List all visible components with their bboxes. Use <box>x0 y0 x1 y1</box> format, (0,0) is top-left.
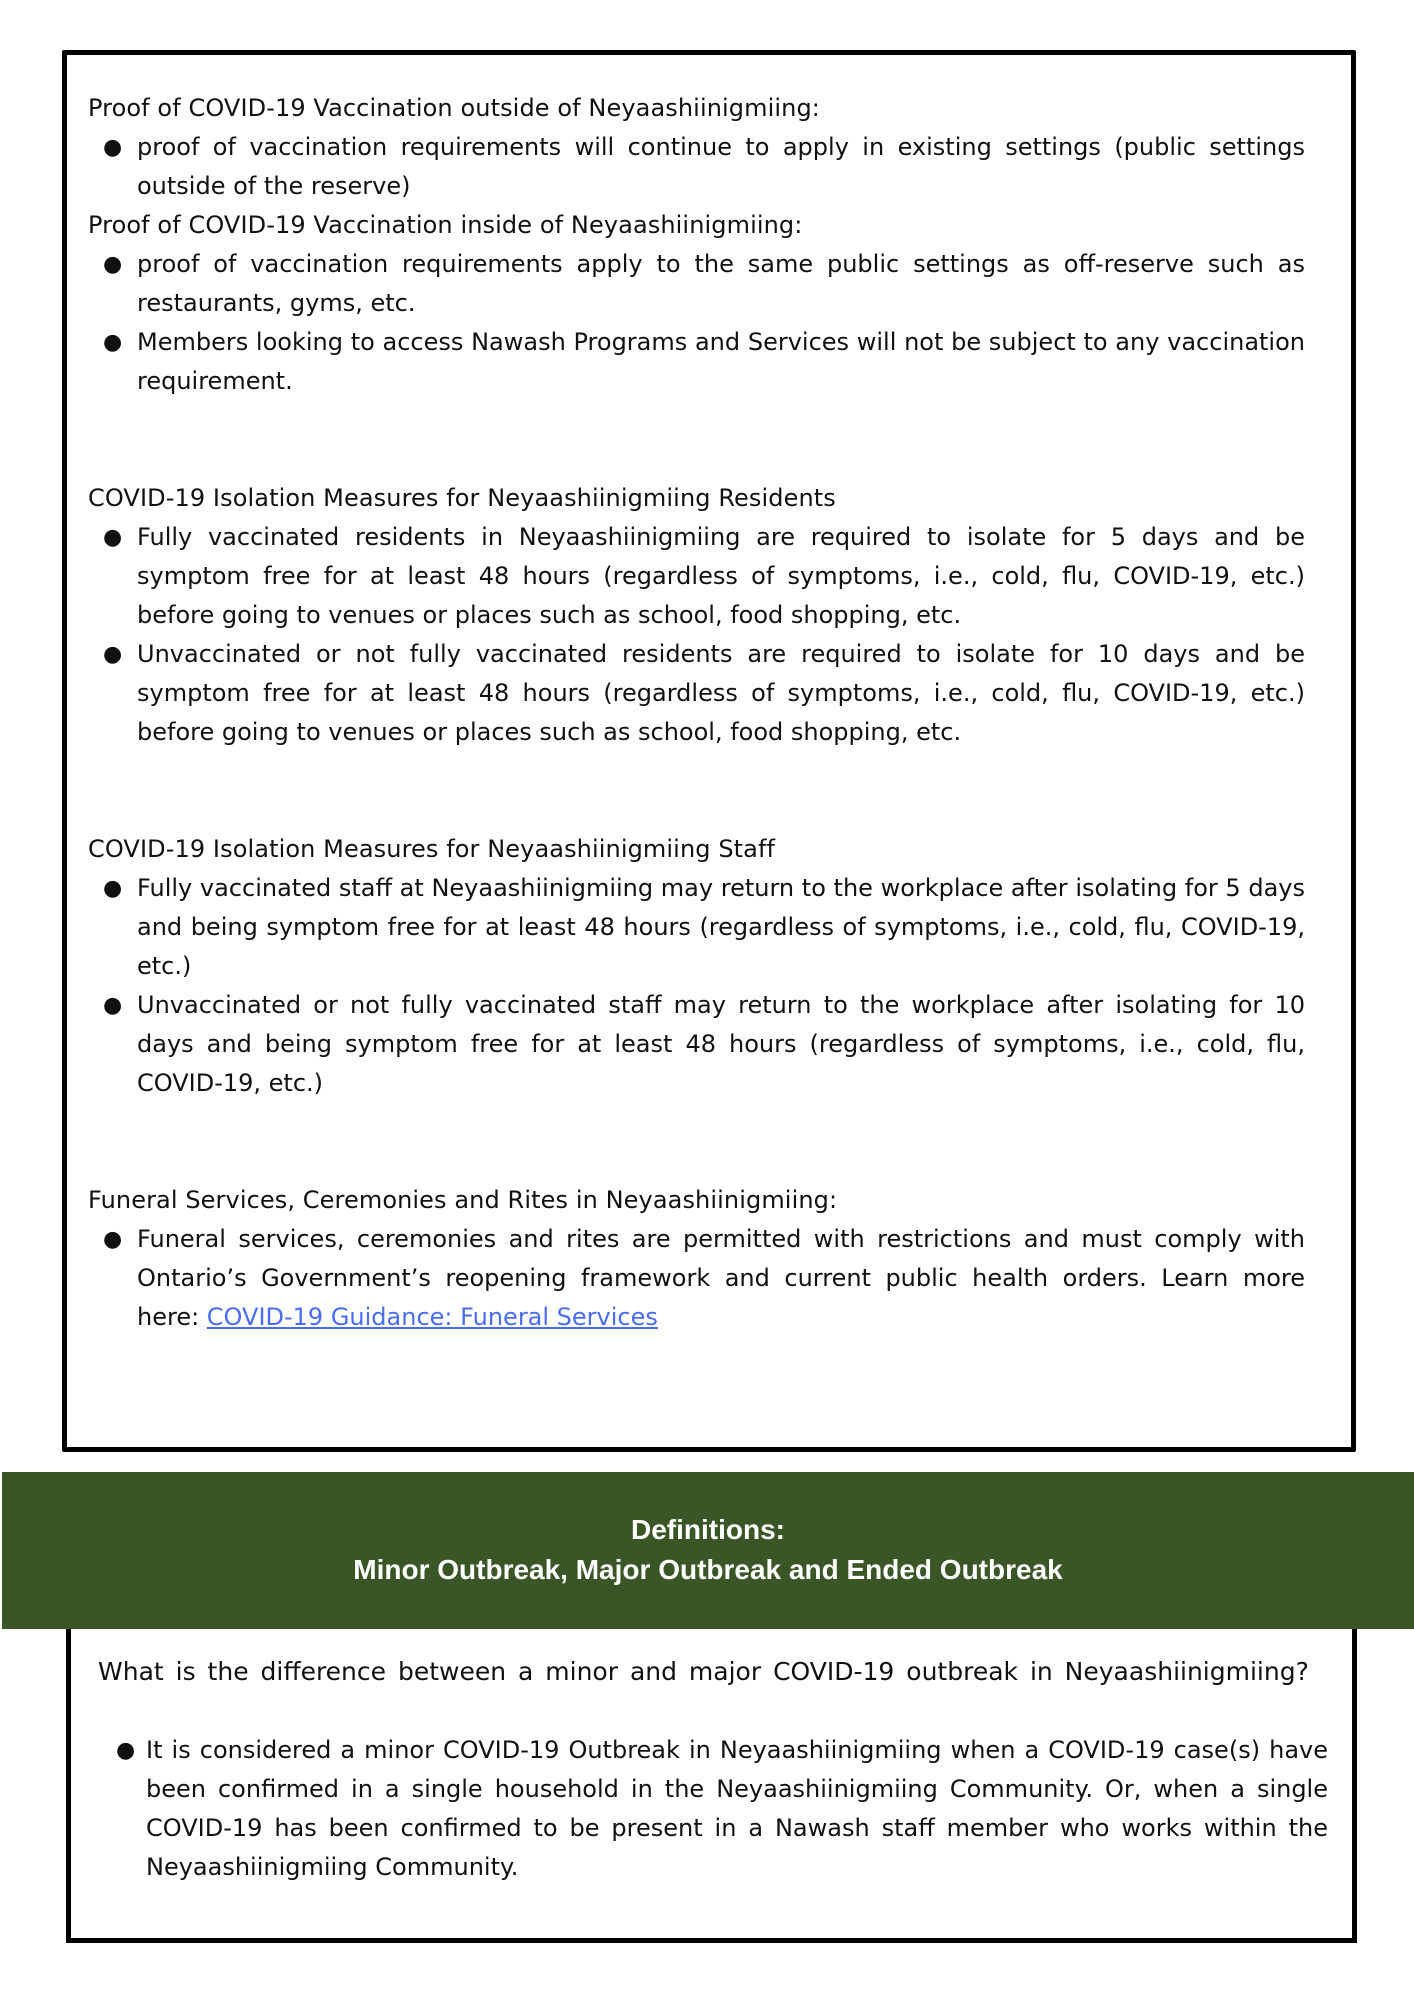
funeral-guidance-link[interactable]: COVID-19 Guidance: Funeral Services <box>206 1303 658 1331</box>
definitions-box <box>66 1629 1357 1943</box>
bullet-icon: ● <box>103 252 123 277</box>
bullet-icon: ● <box>103 993 123 1018</box>
covid-measures-content <box>88 89 1320 1337</box>
list-vaccination-inside <box>88 245 1320 401</box>
list-item: ● Fully vaccinated staff at Neyaashiinigmiing may return to the workplace after isolating for 5 days and being symptom free for at least 48 hours (regardless of symptoms, i.e., cold, flu, COVID-19, etc.) <box>88 869 1320 986</box>
list-funeral <box>88 1220 1320 1337</box>
definitions-content <box>98 1652 1328 1887</box>
bullet-icon: ● <box>103 642 123 667</box>
list-vaccination-outside <box>88 128 1320 206</box>
list-item: ● proof of vaccination requirements will continue to apply in existing settings (public settings outside of the reserve) <box>88 128 1320 206</box>
list-item: ● It is considered a minor COVID-19 Outbreak in Neyaashiinigmiing when a COVID-19 case(s) have been confirmed in a single household in the Neyaashiinigmiing Community. Or, when a single COVID-19 has been confirmed to be present in a Nawash staff member who works within the Neyaashiinigmiing Community. <box>98 1731 1328 1887</box>
definitions-question: What is the difference between a minor and major COVID-19 outbreak in Neyaashiinigmiing? <box>98 1657 1309 1686</box>
bullet-icon: ● <box>116 1738 136 1763</box>
banner-title: Definitions: <box>631 1514 785 1545</box>
covid-measures-box <box>62 50 1356 1452</box>
spacer <box>88 1103 1320 1181</box>
list-item: ● proof of vaccination requirements apply to the same public settings as off-reserve such as restaurants, gyms, etc. <box>88 245 1320 323</box>
heading-isolation-residents: COVID-19 Isolation Measures for Neyaashiinigmiing Residents <box>88 484 836 512</box>
list-item: ● Fully vaccinated residents in Neyaashiinigmiing are required to isolate for 5 days and be symptom free for at least 48 hours (regardless of symptoms, i.e., cold, flu, COVID-19, etc.) before going to venues or places such as school, food shopping, etc. <box>88 518 1320 635</box>
bullet-icon: ● <box>103 525 123 550</box>
list-item: ● Unvaccinated or not fully vaccinated staff may return to the workplace after isolating for 10 days and being symptom free for at least 48 hours (regardless of symptoms, i.e., cold, flu, COVID-19, etc.) <box>88 986 1320 1103</box>
banner-subtitle: Minor Outbreak, Major Outbreak and Ended Outbreak <box>353 1554 1063 1585</box>
heading-funeral: Funeral Services, Ceremonies and Rites in Neyaashiinigmiing: <box>88 1186 838 1214</box>
bullet-icon: ● <box>103 1227 123 1252</box>
heading-vaccination-outside: Proof of COVID-19 Vaccination outside of Neyaashiinigmiing: <box>88 94 820 122</box>
list-definitions <box>98 1731 1328 1887</box>
list-isolation-staff <box>88 869 1320 1103</box>
definitions-banner <box>2 1472 1414 1629</box>
heading-vaccination-inside: Proof of COVID-19 Vaccination inside of Neyaashiinigmiing: <box>88 211 803 239</box>
bullet-icon: ● <box>103 876 123 901</box>
heading-isolation-staff: COVID-19 Isolation Measures for Neyaashiinigmiing Staff <box>88 835 776 863</box>
list-item: ● Unvaccinated or not fully vaccinated residents are required to isolate for 10 days and be symptom free for at least 48 hours (regardless of symptoms, i.e., cold, flu, COVID-19, etc.) before going to venues or places such as school, food shopping, etc. <box>88 635 1320 752</box>
list-isolation-residents <box>88 518 1320 752</box>
spacer <box>88 752 1320 830</box>
list-item: ● Members looking to access Nawash Programs and Services will not be subject to any vaccination requirement. <box>88 323 1320 401</box>
spacer <box>88 401 1320 479</box>
bullet-icon: ● <box>103 135 123 160</box>
list-item: ● Funeral services, ceremonies and rites are permitted with restrictions and must comply with Ontario’s Government’s reopening framework and current public health orders. Learn more here: COVID-19 Guidance: Funeral Services <box>88 1220 1320 1337</box>
bullet-icon: ● <box>103 330 123 355</box>
